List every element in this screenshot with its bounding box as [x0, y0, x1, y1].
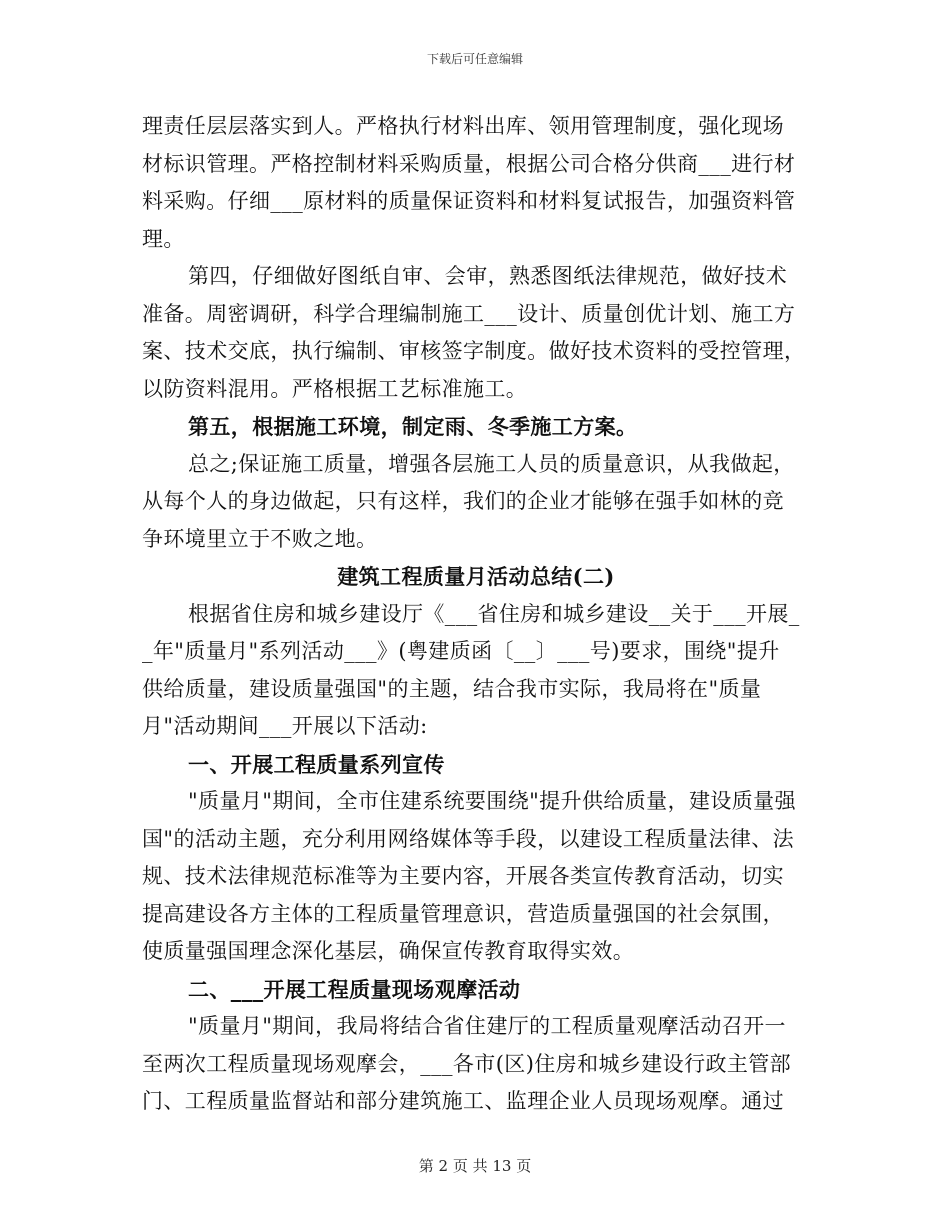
body-line: 供给质量，建设质量强国"的主题，结合我市实际，我局将在"质量: [142, 676, 762, 701]
body-line: 至两次工程质量现场观摩会，___各市(区)住房和城乡建设行政主管部: [142, 1051, 792, 1076]
body-line: 材标识管理。严格控制材料采购质量，根据公司合格分供商___进行材: [142, 151, 796, 176]
bold-heading: 第五，根据施工环境，制定雨、冬季施工方案。: [188, 414, 638, 439]
body-line: 争环境里立于不败之地。: [142, 526, 378, 551]
body-line: _年"质量月"系列活动___》(粤建质函〔__〕___号)要求，围绕"提升: [142, 639, 780, 663]
document-body: [142, 108, 810, 1121]
body-line: 以防资料混用。严格根据工艺标准施工。: [142, 376, 528, 401]
body-line: 料采购。仔细___原材料的质量保证资料和材料复试报告，加强资料管: [142, 189, 796, 213]
paragraph-first-line: 第四，仔细做好图纸自审、会审，熟悉图纸法律规范，做好技术: [188, 264, 788, 288]
body-line: 使质量强国理念深化基层，确保宣传教育取得实效。: [142, 939, 635, 963]
body-line: 理。: [142, 226, 185, 251]
paragraph-first-line: "质量月"期间，全市住建系统要围绕"提升供给质量，建设质量强: [188, 789, 796, 813]
body-line: 从每个人的身边做起，只有这样，我们的企业才能够在强手如林的竞: [142, 489, 784, 513]
paragraph-first-line: "质量月"期间，我局将结合省住建厅的工程质量观摩活动召开一: [188, 1014, 786, 1038]
body-line: 提高建设各方主体的工程质量管理意识，营造质量强国的社会氛围，: [142, 901, 784, 926]
body-line: 理责任层层落实到人。严格执行材料出库、领用管理制度，强化现场: [142, 114, 784, 138]
body-line: 准备。周密调研，科学合理编制施工___设计、质量创优计划、施工方: [142, 301, 796, 326]
subsection-heading: 二、___开展工程质量现场观摩活动: [188, 976, 521, 1002]
body-line: 门、工程质量监督站和部分建筑施工、监理企业人员现场观摩。通过: [142, 1089, 784, 1113]
page-header: 下载后可任意编辑: [426, 52, 523, 66]
paragraph-first-line: 总之;保证施工质量，增强各层施工人员的质量意识，从我做起，: [188, 451, 795, 476]
body-line: 规、技术法律规范标准等为主要内容，开展各类宣传教育活动，切实: [142, 864, 784, 888]
subsection-heading: 一、开展工程质量系列宣传: [188, 751, 445, 777]
body-line: 案、技术交底，执行编制、审核签字制度。做好技术资料的受控管理，: [142, 339, 806, 363]
body-line: 月"活动期间___开展以下活动:: [142, 714, 428, 738]
section-title: 建筑工程质量月活动总结(二): [337, 564, 615, 589]
paragraph-first-line: 根据省住房和城乡建设厅《___省住房和城乡建设__关于___开展_: [188, 601, 800, 626]
body-line: 国"的活动主题，充分利用网络媒体等手段，以建设工程质量法律、法: [142, 826, 795, 851]
page-footer: 第 2 页 共 13 页: [418, 1157, 532, 1175]
